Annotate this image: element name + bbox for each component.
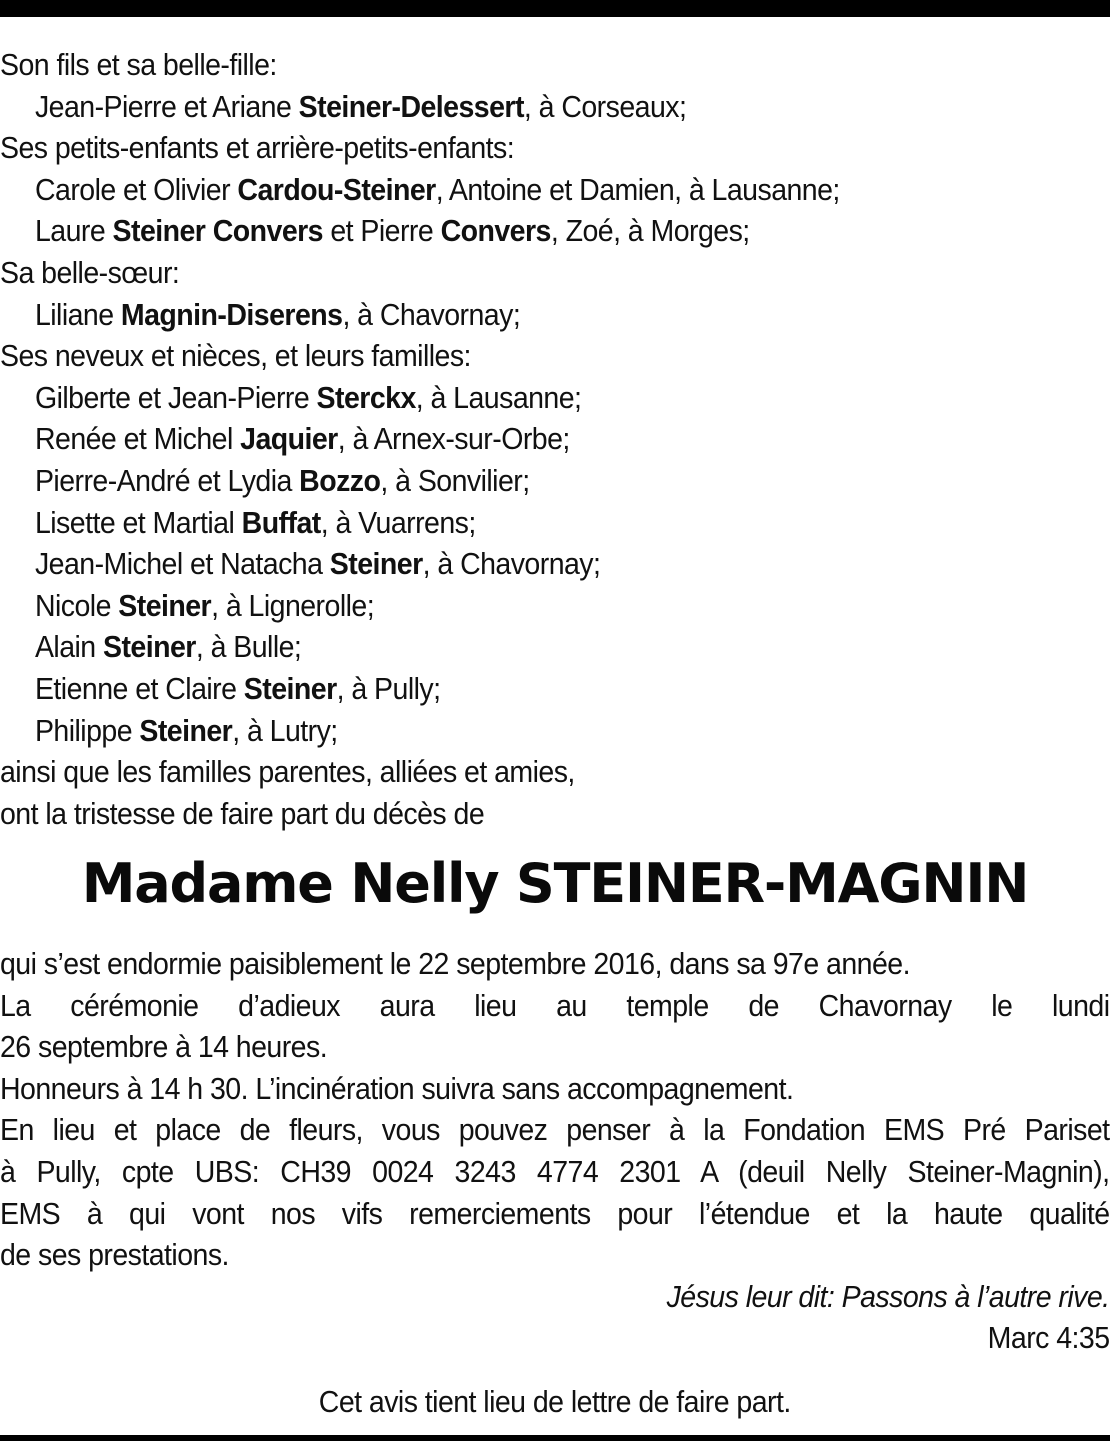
relatives-heading [0,252,1110,294]
flowers-line-3: EMS à qui vont nos vifs remerciements pour l’étendue et la haute qualité [0,1195,1110,1231]
relative-entry [0,294,1110,336]
relative-text: Liliane [34,296,121,332]
relative-text: , à Pully; [336,670,441,706]
relative-text: Jean-Pierre et Ariane [34,88,299,124]
relative-text: ont la tristesse de faire part du décès de [0,795,485,831]
family-name: Steiner Convers [112,213,323,249]
relative-text: Gilberte et Jean-Pierre [34,379,317,415]
relative-text: Lisette et Martial [34,504,242,540]
relative-text: , Antoine et Damien, à Lausanne; [435,171,840,207]
relative-text: Renée et Michel [34,421,241,457]
relative-text: , à Arnex-sur-Orbe; [337,421,570,457]
relative-text: Philippe [34,712,140,748]
relative-text: , à Lutry; [232,712,338,748]
relative-text: Sa belle-sœur: [0,254,180,290]
relative-entry [0,543,1110,585]
relative-text: Son fils et sa belle-fille: [0,47,277,82]
relatives-heading [0,44,1110,86]
ceremony-date-line: 26 septembre à 14 heures. [0,1029,328,1065]
notice-details [0,943,1110,1423]
passing-line: qui s’est endormie paisiblement le 22 septembre 2016, dans sa 97e année. [0,946,910,981]
ceremony-line: La cérémonie d’adieux aura lieu au temple de Chavornay le lundi [0,987,1110,1023]
deceased-name: Madame Nelly STEINER-MAGNIN [81,852,1029,915]
family-name: Steiner [118,587,212,623]
family-name: Convers [440,213,551,249]
relative-text: , à Vuarrens; [320,504,476,540]
bible-reference: Marc 4:35 [987,1320,1110,1356]
relative-entry [0,585,1110,627]
bottom-rule [0,1435,1110,1441]
relative-text: ainsi que les familles parentes, alliées et amies, [0,754,575,790]
relatives-heading [0,335,1110,377]
relative-text: , à Lausanne; [415,379,582,415]
relative-entry [0,86,1110,128]
relative-entry [0,710,1110,752]
closing-note: Cet avis tient lieu de lettre de faire part. [318,1383,791,1419]
relatives-heading [0,751,1110,793]
honours-line: Honneurs à 14 h 30. L’incinération suivra sans accompagnement. [0,1070,794,1106]
flowers-line-1: En lieu et place de fleurs, vous pouvez penser à la Fondation EMS Pré Pariset [0,1112,1110,1148]
family-name: Buffat [241,504,321,540]
relative-text: , à Chavornay; [342,296,521,332]
top-rule [0,0,1110,17]
family-name: Cardou-Steiner [237,171,436,207]
family-name: Steiner [102,629,196,665]
relative-text: Nicole [34,587,119,623]
relative-text: , Zoé, à Morges; [550,213,750,249]
relative-entry [0,377,1110,419]
relative-text: Carole et Olivier [34,171,238,207]
family-name: Sterckx [316,379,416,415]
flowers-line-2: à Pully, cpte UBS: CH39 0024 3243 4774 2301 A (deuil Nelly Steiner-Magnin), [0,1153,1110,1189]
relative-text: Laure [34,213,113,249]
relative-text: Ses petits-enfants et arrière-petits-enfants: [0,130,515,166]
relative-entry [0,169,1110,211]
family-name: Steiner [329,546,423,582]
relative-text: , à Chavornay; [422,546,601,582]
bible-quote: Jésus leur dit: Passons à l’autre rive. [666,1278,1110,1314]
flowers-line-4: de ses prestations. [0,1237,229,1273]
relative-text: Jean-Michel et Natacha [34,546,330,582]
relative-text: , à Lignerolle; [211,587,375,623]
relatives-list [0,44,1110,834]
relatives-heading [0,127,1110,169]
relative-text: Alain [34,629,103,665]
family-name: Steiner [139,712,233,748]
relative-text: , à Sonvilier; [380,462,530,498]
relative-text: Etienne et Claire [34,670,244,706]
relative-entry [0,668,1110,710]
relative-entry [0,460,1110,502]
family-name: Magnin-Diserens [120,296,343,332]
family-name: Bozzo [299,462,381,498]
family-name: Steiner [243,670,337,706]
relative-entry [0,626,1110,668]
family-name: Steiner-Delessert [298,88,524,124]
relative-text: et Pierre [322,213,441,249]
relative-text: Pierre-André et Lydia [34,462,300,498]
relative-text: Ses neveux et nièces, et leurs familles: [0,338,471,374]
relative-entry [0,418,1110,460]
relatives-heading [0,793,1110,835]
relative-text: , à Bulle; [195,629,302,665]
family-name: Jaquier [240,421,338,457]
relative-text: , à Corseaux; [523,88,687,124]
relative-entry [0,210,1110,252]
relative-entry [0,502,1110,544]
